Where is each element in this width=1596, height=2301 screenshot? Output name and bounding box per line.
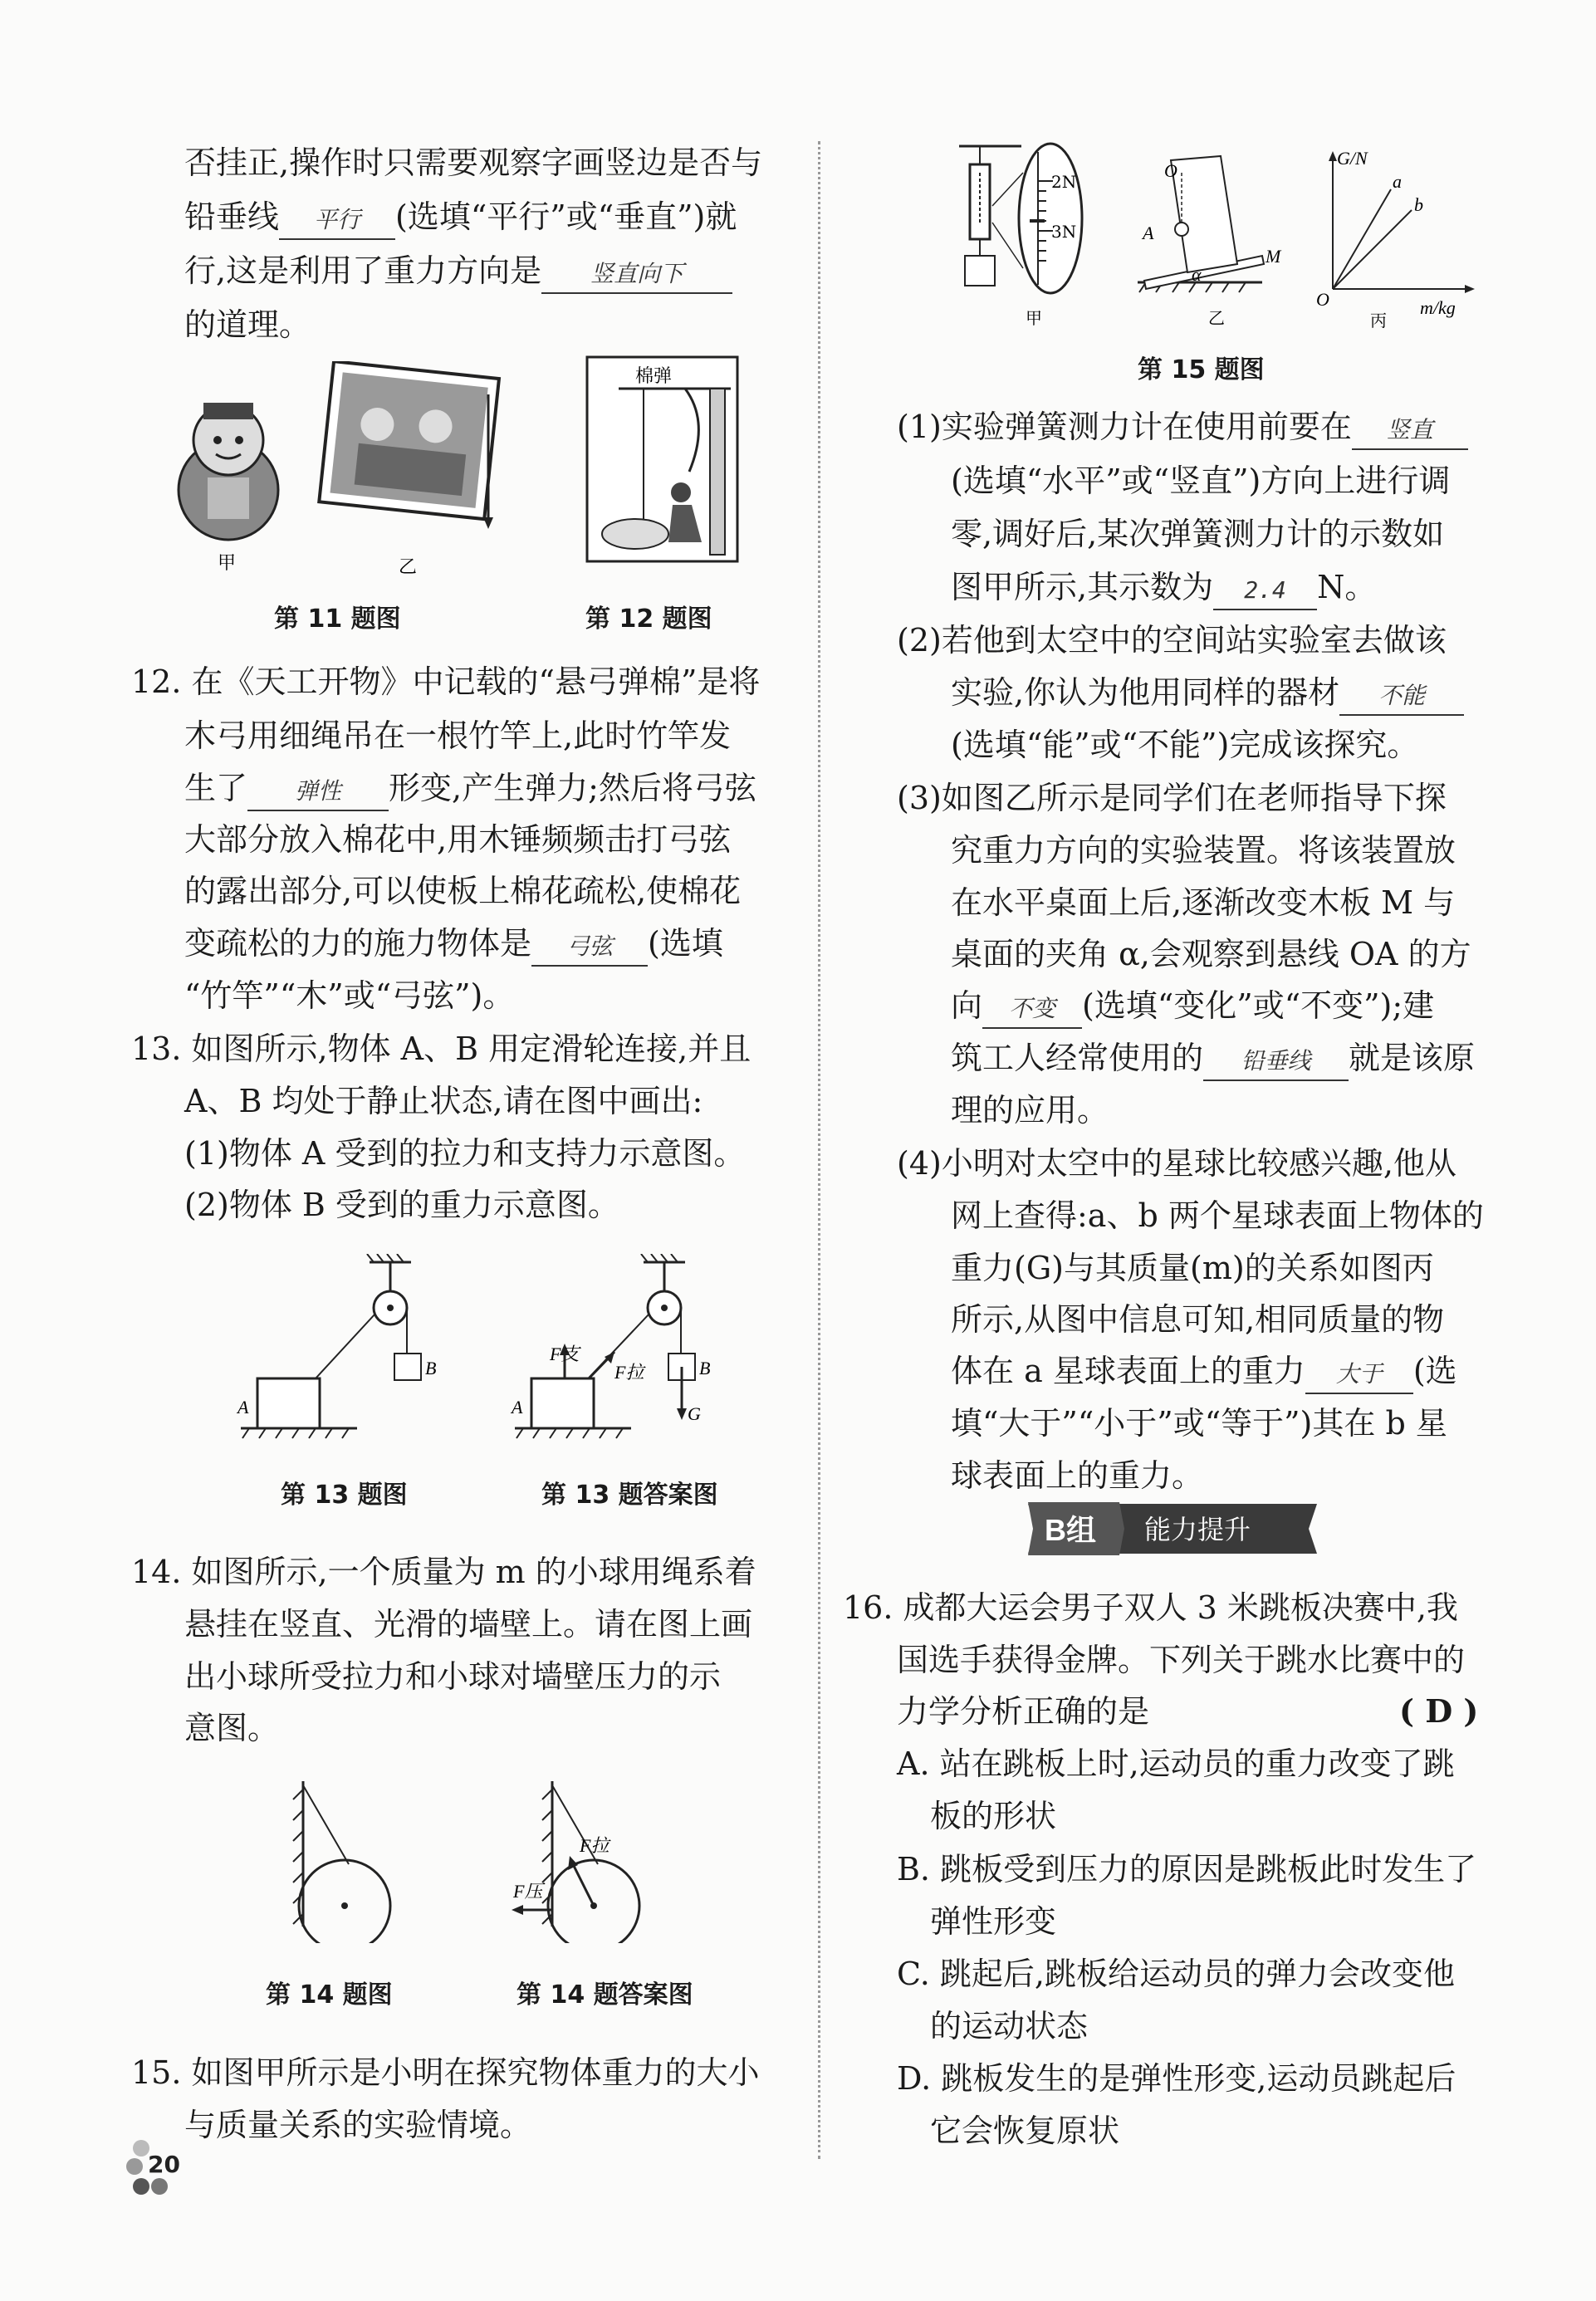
- q14-line2: 悬挂在竖直、光滑的墙壁上。请在图上画: [184, 1606, 753, 1643]
- q12-line4: 大部分放入棉花中,用木锤频频击打弓弦: [184, 821, 732, 858]
- q11-line1: 否挂正,操作时只需要观察字画竖边是否与: [184, 144, 763, 181]
- section-banner: [1028, 1497, 1317, 1560]
- answer-blank: 铅垂线: [1203, 1043, 1349, 1081]
- figure-13-label-b: B: [425, 1358, 437, 1378]
- q11-line2: 铅垂线 平行 (选填“平行”或“垂直”)就: [184, 191, 737, 242]
- figure-15-alpha: α: [1192, 264, 1202, 285]
- figure-13-label-b-ans: B: [699, 1358, 711, 1378]
- q13-line2: A、B 均处于静止状态,请在图中画出:: [184, 1083, 703, 1119]
- figure-11-label-b: 乙: [399, 557, 418, 578]
- q15-4-line4: 所示,从图中信息可知,相同质量的物: [951, 1301, 1445, 1338]
- answer-blank: 弓弦: [531, 928, 648, 967]
- q15-3-line1: (3)如图乙所示是同学们在老师指导下探: [897, 780, 1447, 816]
- banner-title: 能力提升: [1144, 1514, 1251, 1545]
- q12-line1: 12. 在《天工开物》中记载的“悬弓弹棉”是将: [131, 663, 761, 700]
- figure-14-answer-caption: 第 14 题答案图: [516, 1980, 693, 2010]
- q16-option-c-line2: 的运动状态: [930, 2008, 1089, 2044]
- q11-line4: 的道理。: [184, 306, 311, 343]
- figure-15-label-c: 丙: [1370, 311, 1387, 330]
- figure-14-f-pull: F拉: [580, 1835, 610, 1856]
- figure-15-line-a: a: [1393, 171, 1402, 192]
- page-number: 20: [148, 2151, 180, 2178]
- q15-1-line4: 图甲所示,其示数为 2.4 N。: [951, 561, 1376, 613]
- q12-line7: “竹竿”“木”或“弓弦”)。: [184, 977, 515, 1014]
- figure-15-label-a: 甲: [1026, 308, 1042, 328]
- q15-4-line3: 重力(G)与其质量(m)的关系如图丙: [951, 1250, 1434, 1286]
- figure-11-frame: [319, 361, 499, 519]
- figure-13-label-a-ans: A: [512, 1397, 523, 1417]
- q11-line3: 行,这是利用了重力方向是 竖直向下: [184, 245, 732, 296]
- q16-answer: ( D ): [1399, 1692, 1479, 1730]
- q15-4-line1: (4)小明对太空中的星球比较感兴趣,他从: [897, 1145, 1456, 1182]
- q16-option-d-line2: 它会恢复原状: [930, 2113, 1120, 2149]
- figure-15-axis-mkg: m/kg: [1420, 297, 1456, 318]
- figure-15-point-a: A: [1143, 223, 1154, 243]
- column-divider: [818, 141, 820, 2159]
- q15-1-line1: (1)实验弹簧测力计在使用前要在 竖直: [897, 401, 1468, 453]
- q16-line2: 国选手获得金牌。下列关于跳水比赛中的: [897, 1642, 1466, 1678]
- q16-option-a-line1: A. 站在跳板上时,运动员的重力改变了跳: [897, 1745, 1455, 1782]
- figure-13-g: G: [688, 1403, 701, 1424]
- answer-blank: 2.4: [1213, 572, 1317, 610]
- figure-13: [224, 1254, 789, 1445]
- figure-15-label-b: 乙: [1208, 308, 1225, 328]
- q13-line3: (1)物体 A 受到的拉力和支持力示意图。: [184, 1135, 746, 1172]
- figure-14-answer: [512, 1781, 639, 1943]
- q15-1-line3: 零,调好后,某次弹簧测力计的示数如: [951, 516, 1445, 552]
- answer-blank: 不变: [982, 991, 1082, 1029]
- answer-blank: 竖直: [1352, 412, 1468, 450]
- q12-line3: 生了 弹性 形变,产生弹力;然后将弓弦: [184, 762, 756, 814]
- figure-13-answer-caption: 第 13 题答案图: [541, 1481, 718, 1510]
- figure-14-f-press: F压: [513, 1881, 543, 1902]
- q15-line2: 与质量关系的实验情境。: [184, 2107, 532, 2143]
- q15-line1: 15. 如图甲所示是小明在探究物体重力的大小: [131, 2054, 760, 2091]
- q15-4-line7: 球表面上的重力。: [951, 1457, 1204, 1494]
- figure-13-caption: 第 13 题图: [281, 1481, 408, 1510]
- figure-11-label-a: 甲: [218, 553, 237, 574]
- figure-11-doll: [179, 403, 278, 540]
- q16-option-c-line1: C. 跳起后,跳板给运动员的弹力会改变他: [897, 1956, 1455, 1992]
- figure-12-label: 棉弹: [635, 366, 673, 387]
- q13-line4: (2)物体 B 受到的重力示意图。: [184, 1187, 619, 1223]
- q15-2-line2: 实验,你认为他用同样的器材 不能: [951, 667, 1464, 718]
- q15-3-line7: 理的应用。: [951, 1092, 1109, 1128]
- q15-1-line2: (选填“水平”或“竖直”)方向上进行调: [951, 463, 1451, 499]
- figure-11-caption: 第 11 题图: [274, 605, 401, 634]
- q15-4-line2: 网上查得:a、b 两个星球表面上物体的: [951, 1197, 1484, 1234]
- q15-3-line3: 在水平桌面上后,逐渐改变木板 M 与: [951, 884, 1456, 921]
- q14-line1: 14. 如图所示,一个质量为 m 的小球用绳系着: [131, 1554, 756, 1590]
- figure-11: [158, 361, 523, 585]
- answer-blank: 不能: [1339, 678, 1464, 716]
- q12-line6: 变疏松的力的施力物体是 弓弦 (选填: [184, 918, 723, 969]
- q16-line3: 力学分析正确的是: [897, 1693, 1150, 1730]
- answer-blank: 竖直向下: [541, 256, 732, 294]
- figure-14-caption: 第 14 题图: [266, 1980, 393, 2010]
- q15-3-line2: 究重力方向的实验装置。将该装置放: [951, 832, 1456, 869]
- figure-15: [947, 140, 1495, 339]
- figure-13-label-a: A: [237, 1397, 249, 1417]
- answer-blank: 平行: [279, 202, 395, 240]
- figure-14-question: [293, 1781, 390, 1943]
- q12-line2: 木弓用细绳吊在一根竹竿上,此时竹竿发: [184, 717, 732, 754]
- figure-15-b: [1138, 156, 1282, 328]
- figure-15-a: [959, 144, 1082, 328]
- q16-option-d-line1: D. 跳板发生的是弹性形变,运动员跳起后: [897, 2060, 1456, 2097]
- figure-13-question: [236, 1254, 436, 1438]
- q16-line1: 16. 成都大运会男子双人 3 米跳板决赛中,我: [843, 1589, 1458, 1626]
- q15-3-line6: 筑工人经常使用的 铅垂线 就是该原: [951, 1032, 1475, 1084]
- q16-option-b-line1: B. 跳板受到压力的原因是跳板此时发生了: [897, 1851, 1477, 1887]
- figure-15-c: [1316, 148, 1475, 330]
- q12-line5: 的露出部分,可以使板上棉花疏松,使棉花: [184, 873, 742, 909]
- answer-blank: 弹性: [247, 773, 389, 811]
- q15-3-line5: 向 不变 (选填“变化”或“不变”);建: [951, 980, 1434, 1031]
- q16-option-a-line2: 板的形状: [930, 1798, 1057, 1834]
- figure-15-line-b: b: [1414, 194, 1423, 215]
- figure-13-f-support: F支: [550, 1344, 580, 1364]
- banner-group: B组: [1045, 1513, 1096, 1547]
- figure-14: [266, 1777, 714, 1943]
- q13-line1: 13. 如图所示,物体 A、B 用定滑轮连接,并且: [131, 1031, 751, 1067]
- q14-line3: 出小球所受拉力和小球对墙壁压力的示: [184, 1658, 722, 1695]
- figure-13-f-pull: F拉: [614, 1362, 644, 1383]
- q15-2-line3: (选填“能”或“不能”)完成该探究。: [951, 727, 1419, 763]
- q15-4-line5: 体在 a 星球表面上的重力 大于 (选: [951, 1345, 1457, 1397]
- figure-15-o: O: [1164, 160, 1177, 181]
- q15-3-line4: 桌面的夹角 α,会观察到悬线 OA 的方: [951, 936, 1471, 972]
- figure-15-caption: 第 15 题图: [1138, 355, 1265, 384]
- answer-blank: 大于: [1305, 1356, 1413, 1394]
- figure-15-tick-2n: 2N: [1051, 172, 1077, 192]
- figure-15-tick-3n: 3N: [1051, 222, 1077, 242]
- q14-line4: 意图。: [184, 1710, 280, 1746]
- figure-12-caption: 第 12 题图: [585, 605, 712, 634]
- figure-12: [585, 355, 739, 563]
- figure-15-origin: O: [1316, 289, 1329, 310]
- figure-13-answer: [510, 1254, 710, 1438]
- q15-2-line1: (2)若他到太空中的空间站实验室去做该: [897, 622, 1447, 658]
- figure-15-m: M: [1266, 246, 1281, 267]
- figure-15-axis-gn: G/N: [1337, 148, 1368, 169]
- q15-4-line6: 填“大于”“小于”或“等于”)其在 b 星: [951, 1405, 1447, 1442]
- q16-option-b-line2: 弹性形变: [930, 1903, 1057, 1940]
